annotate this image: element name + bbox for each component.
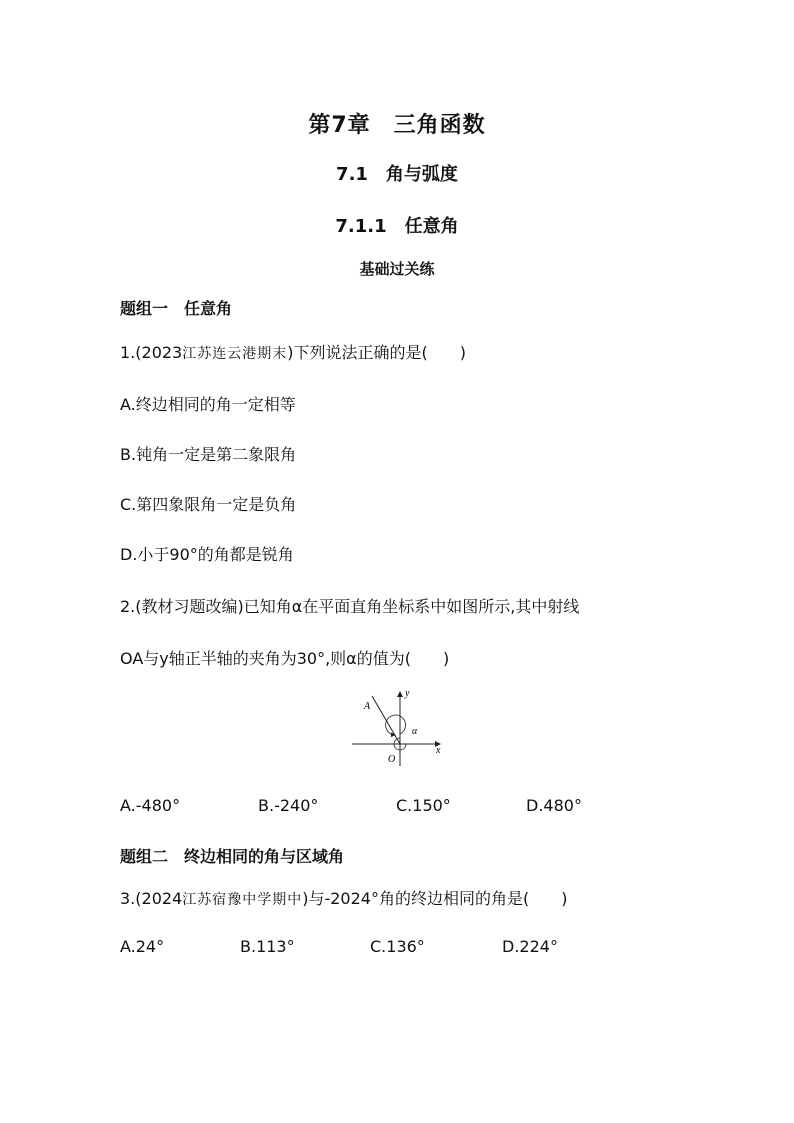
question-1-option-c: C.第四象限角一定是负角 bbox=[120, 495, 297, 514]
label-alpha: α bbox=[412, 726, 418, 737]
question-2-option-d: D.480° bbox=[526, 796, 582, 815]
question-2-option-c: C.150° bbox=[396, 796, 451, 815]
question-1-source: 江苏连云港期末 bbox=[182, 346, 288, 362]
group-2-title: 题组二 终边相同的角与区域角 bbox=[120, 847, 345, 866]
question-2-stem-line-1: 2.(教材习题改编)已知角α在平面直角坐标系中如图所示,其中射线 bbox=[120, 597, 580, 616]
question-1-stem bbox=[120, 340, 466, 363]
question-3-option-d: D.224° bbox=[502, 937, 558, 956]
question-2-option-a: A.-480° bbox=[120, 796, 181, 815]
question-3-option-b: B.113° bbox=[240, 937, 295, 956]
subsection-title: 7.1.1 任意角 bbox=[335, 216, 459, 237]
question-2-options bbox=[120, 796, 582, 815]
ray-oa bbox=[372, 696, 400, 744]
question-2-option-b: B.-240° bbox=[258, 796, 319, 815]
chapter-title: 第7章 三角函数 bbox=[308, 113, 486, 138]
question-3-option-c: C.136° bbox=[370, 937, 425, 956]
question-1-option-a: A.终边相同的角一定相等 bbox=[120, 395, 296, 414]
question-3-source: 江苏宿豫中学期中 bbox=[182, 892, 303, 908]
group-1-title: 题组一 任意角 bbox=[120, 299, 233, 318]
question-1-option-b: B.钝角一定是第二象限角 bbox=[120, 445, 297, 464]
section-title: 7.1 角与弧度 bbox=[336, 164, 458, 185]
question-3-options bbox=[120, 937, 558, 956]
question-2-stem-line-2: OA与y轴正半轴的夹角为30°,则α的值为( ) bbox=[120, 649, 450, 668]
question-3-text: )与-2024°角的终边相同的角是( ) bbox=[302, 889, 568, 908]
question-1-text: )下列说法正确的是( ) bbox=[287, 343, 466, 362]
label-o: O bbox=[388, 754, 396, 765]
label-a: A bbox=[364, 701, 371, 712]
question-3-stem bbox=[120, 886, 567, 909]
question-3-option-a: A.24° bbox=[120, 937, 165, 956]
angle-figure bbox=[348, 686, 448, 768]
question-1-number: 1.(2023 bbox=[120, 343, 183, 362]
question-3-number: 3.(2024 bbox=[120, 889, 183, 908]
practice-title: 基础过关练 bbox=[359, 260, 435, 278]
label-x: x bbox=[436, 745, 441, 756]
question-1-option-d: D.小于90°的角都是锐角 bbox=[120, 545, 294, 564]
label-y: y bbox=[405, 688, 410, 699]
